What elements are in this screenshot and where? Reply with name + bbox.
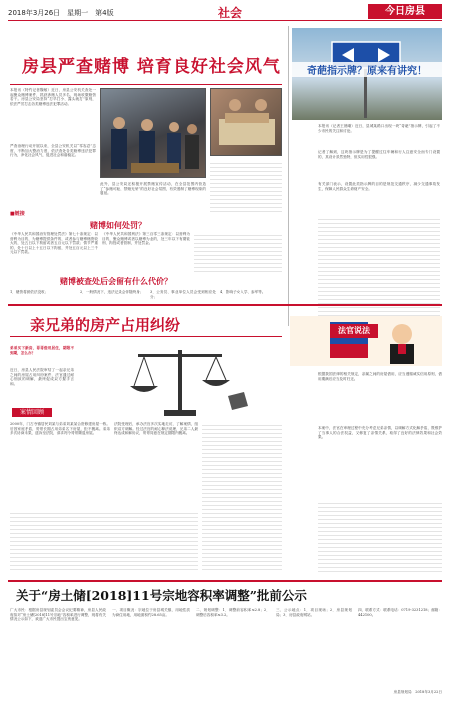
law-article-70: 《中华人民共和国治安管理处罚法》第七十条规定：以营利为目的，为赌博提供条件的，或者参与赌博赌资较大的，处五日以下拘留或者五百元以下罚款；情节严重的，处十日以上十五日以下拘留，并处五百元以上三千元以下罚款。	[10, 232, 98, 255]
story1-p3: 此外，县公安局还积极开展禁赌宣传活动，在全县范围内营造了“参赌可耻、禁赌光荣”的良好社会氛围，有效遏制了赌博现象的蔓延。	[100, 182, 206, 196]
cost-item-3: 3．公务员、事业单位人员会受到相应处分；	[150, 290, 216, 299]
law-article-303: 《中华人民共和国刑法》第三百零三条规定：以营利为目的，聚众赌博或者以赌博为业的，处三年以下有期徒刑、拘役或者管制，并处罚金。	[102, 232, 190, 246]
story2-intro: 弟弟买下新房，哥哥借用居住，期限不到期，怎么办？	[10, 346, 74, 355]
story1-p2: 严查治理行动开展以来，全县公安机关以“零容忍”态度，不断加大整治力度，依法查处各类赌博违法犯罪行为，净化社会风气，促进社会和谐稳定。	[10, 144, 96, 158]
notice-p1: 广大市民：根据房县规划委员会会议纪要精神，房县人民政府拟对“房土储[2018]11号宗地”容积率进行调整，现将有关情况公示如下，欢迎广大市民提出宝贵意见。	[10, 608, 106, 622]
notice-title: 关于“房土储[2018]11号宗地容积率调整”批前公示	[16, 588, 307, 603]
cost-item-4: 4．影响子女入学、参军等。	[220, 290, 266, 294]
newspaper-logo: 今日房县	[368, 4, 442, 19]
news-photo-evidence	[210, 88, 282, 156]
page-header	[8, 3, 442, 21]
headline-rule	[10, 84, 282, 85]
justice-illustration	[78, 340, 288, 420]
story2-p3: 法院受理后，承办法官多次实地走访，了解案情，组织双方调解。经过法官的耐心释法说理，兄弟二人最终达成和解协议，哥哥同意在规定期限内搬离。	[114, 422, 198, 436]
cost-item-1: 1．赌资将被依法没收；	[10, 290, 49, 294]
side-p1: 本报讯（记者王晨曦）近日，县城某路口出现一块“奇葩”指示牌，引起了不少市民的关注和讨论。	[318, 124, 440, 133]
notice-divider	[8, 580, 442, 582]
case-label: 案情回顾	[12, 408, 52, 417]
scales-of-justice-icon	[78, 340, 288, 420]
story1-p3-cont	[210, 160, 282, 212]
sub-headline-cost: 赌博被查处后会留有什么代价？	[60, 276, 172, 286]
police-officers-icon	[101, 89, 207, 179]
sub-headline-penalty: 赌博如何处罚？	[90, 220, 146, 230]
story1-p1: 本报讯（特约记者魏敏）近日，房县公安机关查处一起聚众赌博案件，抓获涉赌人员多名，现场收缴赌资若干。房县公安局坚持“打早打小、露头就打”原则，依法严厉打击各类赌博违法犯罪活动。	[10, 88, 96, 106]
law-column-tag: 法官说法	[330, 324, 378, 338]
law-column-filler	[318, 500, 442, 572]
notice-p5: 四、联系方式：联系电话：0719-3231218；邮箱：442100。	[358, 608, 442, 617]
section-divider	[8, 304, 442, 306]
issue-date: 2018年3月26日 星期一 第4版	[8, 9, 114, 17]
sub-link-label: ■链接	[10, 211, 25, 217]
side-p3: 有关部门表示，设置此类指示牌的目的是规范交通秩序，减少交通事故发生，保障人民群众生命财产安全。	[318, 182, 440, 191]
story2-filler	[202, 422, 282, 572]
section-name: 社会	[218, 6, 243, 20]
cost-item-2: 2．一般情况下，违法记录会伴随终身；	[80, 290, 144, 294]
story2-filler-2	[10, 510, 198, 572]
notice-p4: 三、公示地点：1．项目现场；2．房县规划局；3．房县政府网站。	[276, 608, 352, 617]
notice-p3: 二、规划调整：1．调整前容积率≤2.8；2．调整后容积率≤3.2。	[196, 608, 270, 617]
law-column-p2: 本案中，法官在审理过程中充分考虑兄弟亲情，以调解方式化解矛盾，既维护了当事人的合法权益，又修复了亲情关系，取得了良好的法律效果和社会效果。	[318, 426, 442, 440]
side-headline: 奇葩指示牌？原来有讲究！	[292, 62, 442, 77]
notice-p2: 一、项目概况：宗地位于房县城关镇，用地性质为商住用地，用地面积约28.65亩。	[112, 608, 190, 617]
headline-rule-2	[10, 336, 282, 337]
headline-brothers: 亲兄弟的房产占用纠纷	[30, 316, 181, 334]
notice-footer: 房县规划局 2018年3月22日	[393, 690, 442, 694]
confiscated-cash-icon	[211, 89, 283, 157]
story2-p2: 2000年，门古寺镇居民刘某与弟弟刘某某合资修建房屋一栋。后因家庭矛盾，哥哥长期占用弟弟名下房屋，拒不搬离。弟弟多次协商未果，遂诉至法院，请求判令哥哥腾退房屋。	[10, 422, 110, 436]
story2-p1: 近日，房县人民法院审结了一起亲兄弟之间的房屋占用纠纷案件，法官通过耐心细致的调解，最终促成双方握手言和。	[10, 368, 74, 386]
news-photo-raid	[100, 88, 206, 178]
side-p2: 记者了解到，这块指示牌是为了提醒过往车辆和行人注意安全而专门设置的，其设计虽然独特，但实用性很强。	[318, 150, 440, 159]
law-filler	[194, 232, 282, 272]
law-column-p1: 根据我国法律的相关规定，亲属之间的房屋借用，应当遵循诚实信用原则，借用期满后应当及时归还。	[318, 372, 442, 381]
headline-gambling: 房县严查赌博 培育良好社会风气	[22, 57, 281, 77]
